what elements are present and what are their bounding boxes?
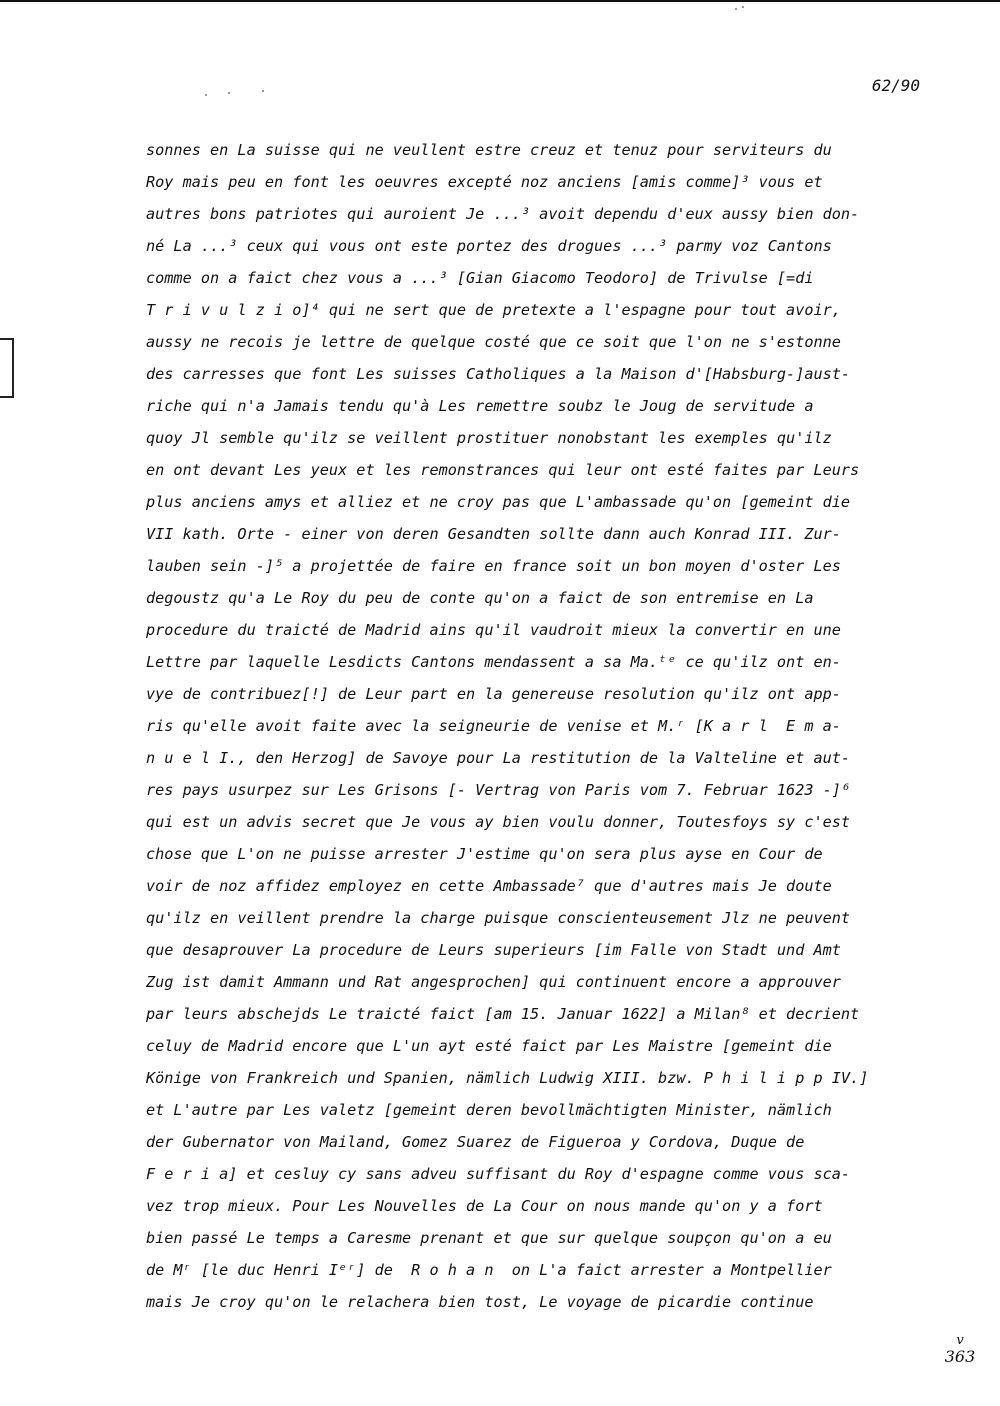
text-line: en ont devant Les yeux et les remonstrances qui leur ont esté faites par Leurs	[146, 461, 860, 479]
scan-speck	[742, 6, 744, 8]
text-line: chose que L'on ne puisse arrester J'estime qu'on sera plus ayse en Cour de	[146, 845, 823, 863]
text-line: bien passé Le temps a Caresme prenant et que sur quelque soupçon qu'on a eu	[146, 1229, 832, 1247]
text-line: des carresses que font Les suisses Catholiques a la Maison d'[Habsburg-]aust-	[146, 365, 851, 383]
folio-stamp	[930, 1334, 990, 1366]
text-line: que desaprouver La procedure de Leurs superieurs [im Falle von Stadt und Amt	[146, 941, 841, 959]
text-line: voir de noz affidez employez en cette Ambassade⁷ que d'autres mais Je doute	[146, 877, 832, 895]
text-line: T r i v u l z i o]⁴ qui ne sert que de pretexte a l'espagne pour tout avoir,	[146, 301, 841, 319]
text-line: Lettre par laquelle Lesdicts Cantons mendassent a sa Ma.ᵗᵉ ce qu'ilz ont en-	[146, 653, 841, 671]
text-line: comme on a faict chez vous a ...³ [Gian Giacomo Teodoro] de Trivulse [=di	[146, 269, 814, 287]
text-line: quoy Jl semble qu'ilz se veillent prostituer nonobstant les exemples qu'ilz	[146, 429, 832, 447]
margin-bracket-mark	[0, 338, 14, 398]
text-line: qu'ilz en veillent prendre la charge puisque conscienteusement Jlz ne peuvent	[146, 909, 851, 927]
body-text	[146, 134, 906, 1318]
stamp-tick: v	[956, 1333, 964, 1348]
text-line: Roy mais peu en font les oeuvres excepté noz anciens [amis comme]³ vous et	[146, 173, 823, 191]
text-line: F e r i a] et cesluy cy sans adveu suffisant du Roy d'espagne comme vous sca-	[146, 1165, 851, 1183]
text-line: vye de contribuez[!] de Leur part en la genereuse resolution qu'ilz ont app-	[146, 685, 841, 703]
page-number: 62/90	[871, 76, 920, 95]
text-line: res pays usurpez sur Les Grisons [- Vertrag von Paris vom 7. Februar 1623 -]⁶	[146, 781, 851, 799]
stamp-number: 363	[944, 1347, 976, 1366]
text-line: celuy de Madrid encore que L'un ayt esté faict par Les Maistre [gemeint die	[146, 1037, 832, 1055]
text-line: VII kath. Orte - einer von deren Gesandten sollte dann auch Konrad III. Zur-	[146, 525, 841, 543]
text-line: lauben sein -]⁵ a projettée de faire en france soit un bon moyen d'oster Les	[146, 557, 841, 575]
text-line: n u e l I., den Herzog] de Savoye pour La restitution de la Valteline et aut-	[146, 749, 851, 767]
text-line: riche qui n'a Jamais tendu qu'à Les remettre soubz le Joug de servitude a	[146, 397, 814, 415]
text-line: degoustz qu'a Le Roy du peu de conte qu'on a faict de son entremise en La	[146, 589, 814, 607]
text-line: mais Je croy qu'on le relachera bien tost, Le voyage de picardie continue	[146, 1293, 814, 1311]
text-line: Könige von Frankreich und Spanien, nämlich Ludwig XIII. bzw. P h i l i p p IV.]	[146, 1069, 869, 1087]
scan-speck	[735, 8, 737, 10]
text-line: par leurs abschejds Le traicté faict [am 15. Januar 1622] a Milan⁸ et decrient	[146, 1005, 860, 1023]
text-line: plus anciens amys et alliez et ne croy pas que L'ambassade qu'on [gemeint die	[146, 493, 851, 511]
scan-speck	[205, 94, 207, 96]
text-line: qui est un advis secret que Je vous ay bien voulu donner, Toutesfoys sy c'est	[146, 813, 851, 831]
text-line: aussy ne recois je lettre de quelque costé que ce soit que l'on ne s'estonne	[146, 333, 841, 351]
scan-speck	[262, 90, 264, 92]
text-line: né La ...³ ceux qui vous ont este portez des drogues ...³ parmy voz Cantons	[146, 237, 832, 255]
text-line: Zug ist damit Ammann und Rat angesprochen] qui continuent encore a approuver	[146, 973, 841, 991]
text-line: der Gubernator von Mailand, Gomez Suarez de Figueroa y Cordova, Duque de	[146, 1133, 805, 1151]
scan-speck	[228, 92, 230, 94]
text-line: et L'autre par Les valetz [gemeint deren bevollmächtigten Minister, nämlich	[146, 1101, 832, 1119]
text-line: procedure du traicté de Madrid ains qu'il vaudroit mieux la convertir en une	[146, 621, 841, 639]
text-line: autres bons patriotes qui auroient Je ...³ avoit dependu d'eux aussy bien don-	[146, 205, 860, 223]
text-line: ris qu'elle avoit faite avec la seigneurie de venise et M.ʳ [K a r l E m a-	[146, 717, 841, 735]
text-line: vez trop mieux. Pour Les Nouvelles de La Cour on nous mande qu'on y a fort	[146, 1197, 823, 1215]
text-line: de Mʳ [le duc Henri Iᵉʳ] de R o h a n on L'a faict arrester a Montpellier	[146, 1261, 832, 1279]
text-line: sonnes en La suisse qui ne veullent estre creuz et tenuz pour serviteurs du	[146, 141, 832, 159]
